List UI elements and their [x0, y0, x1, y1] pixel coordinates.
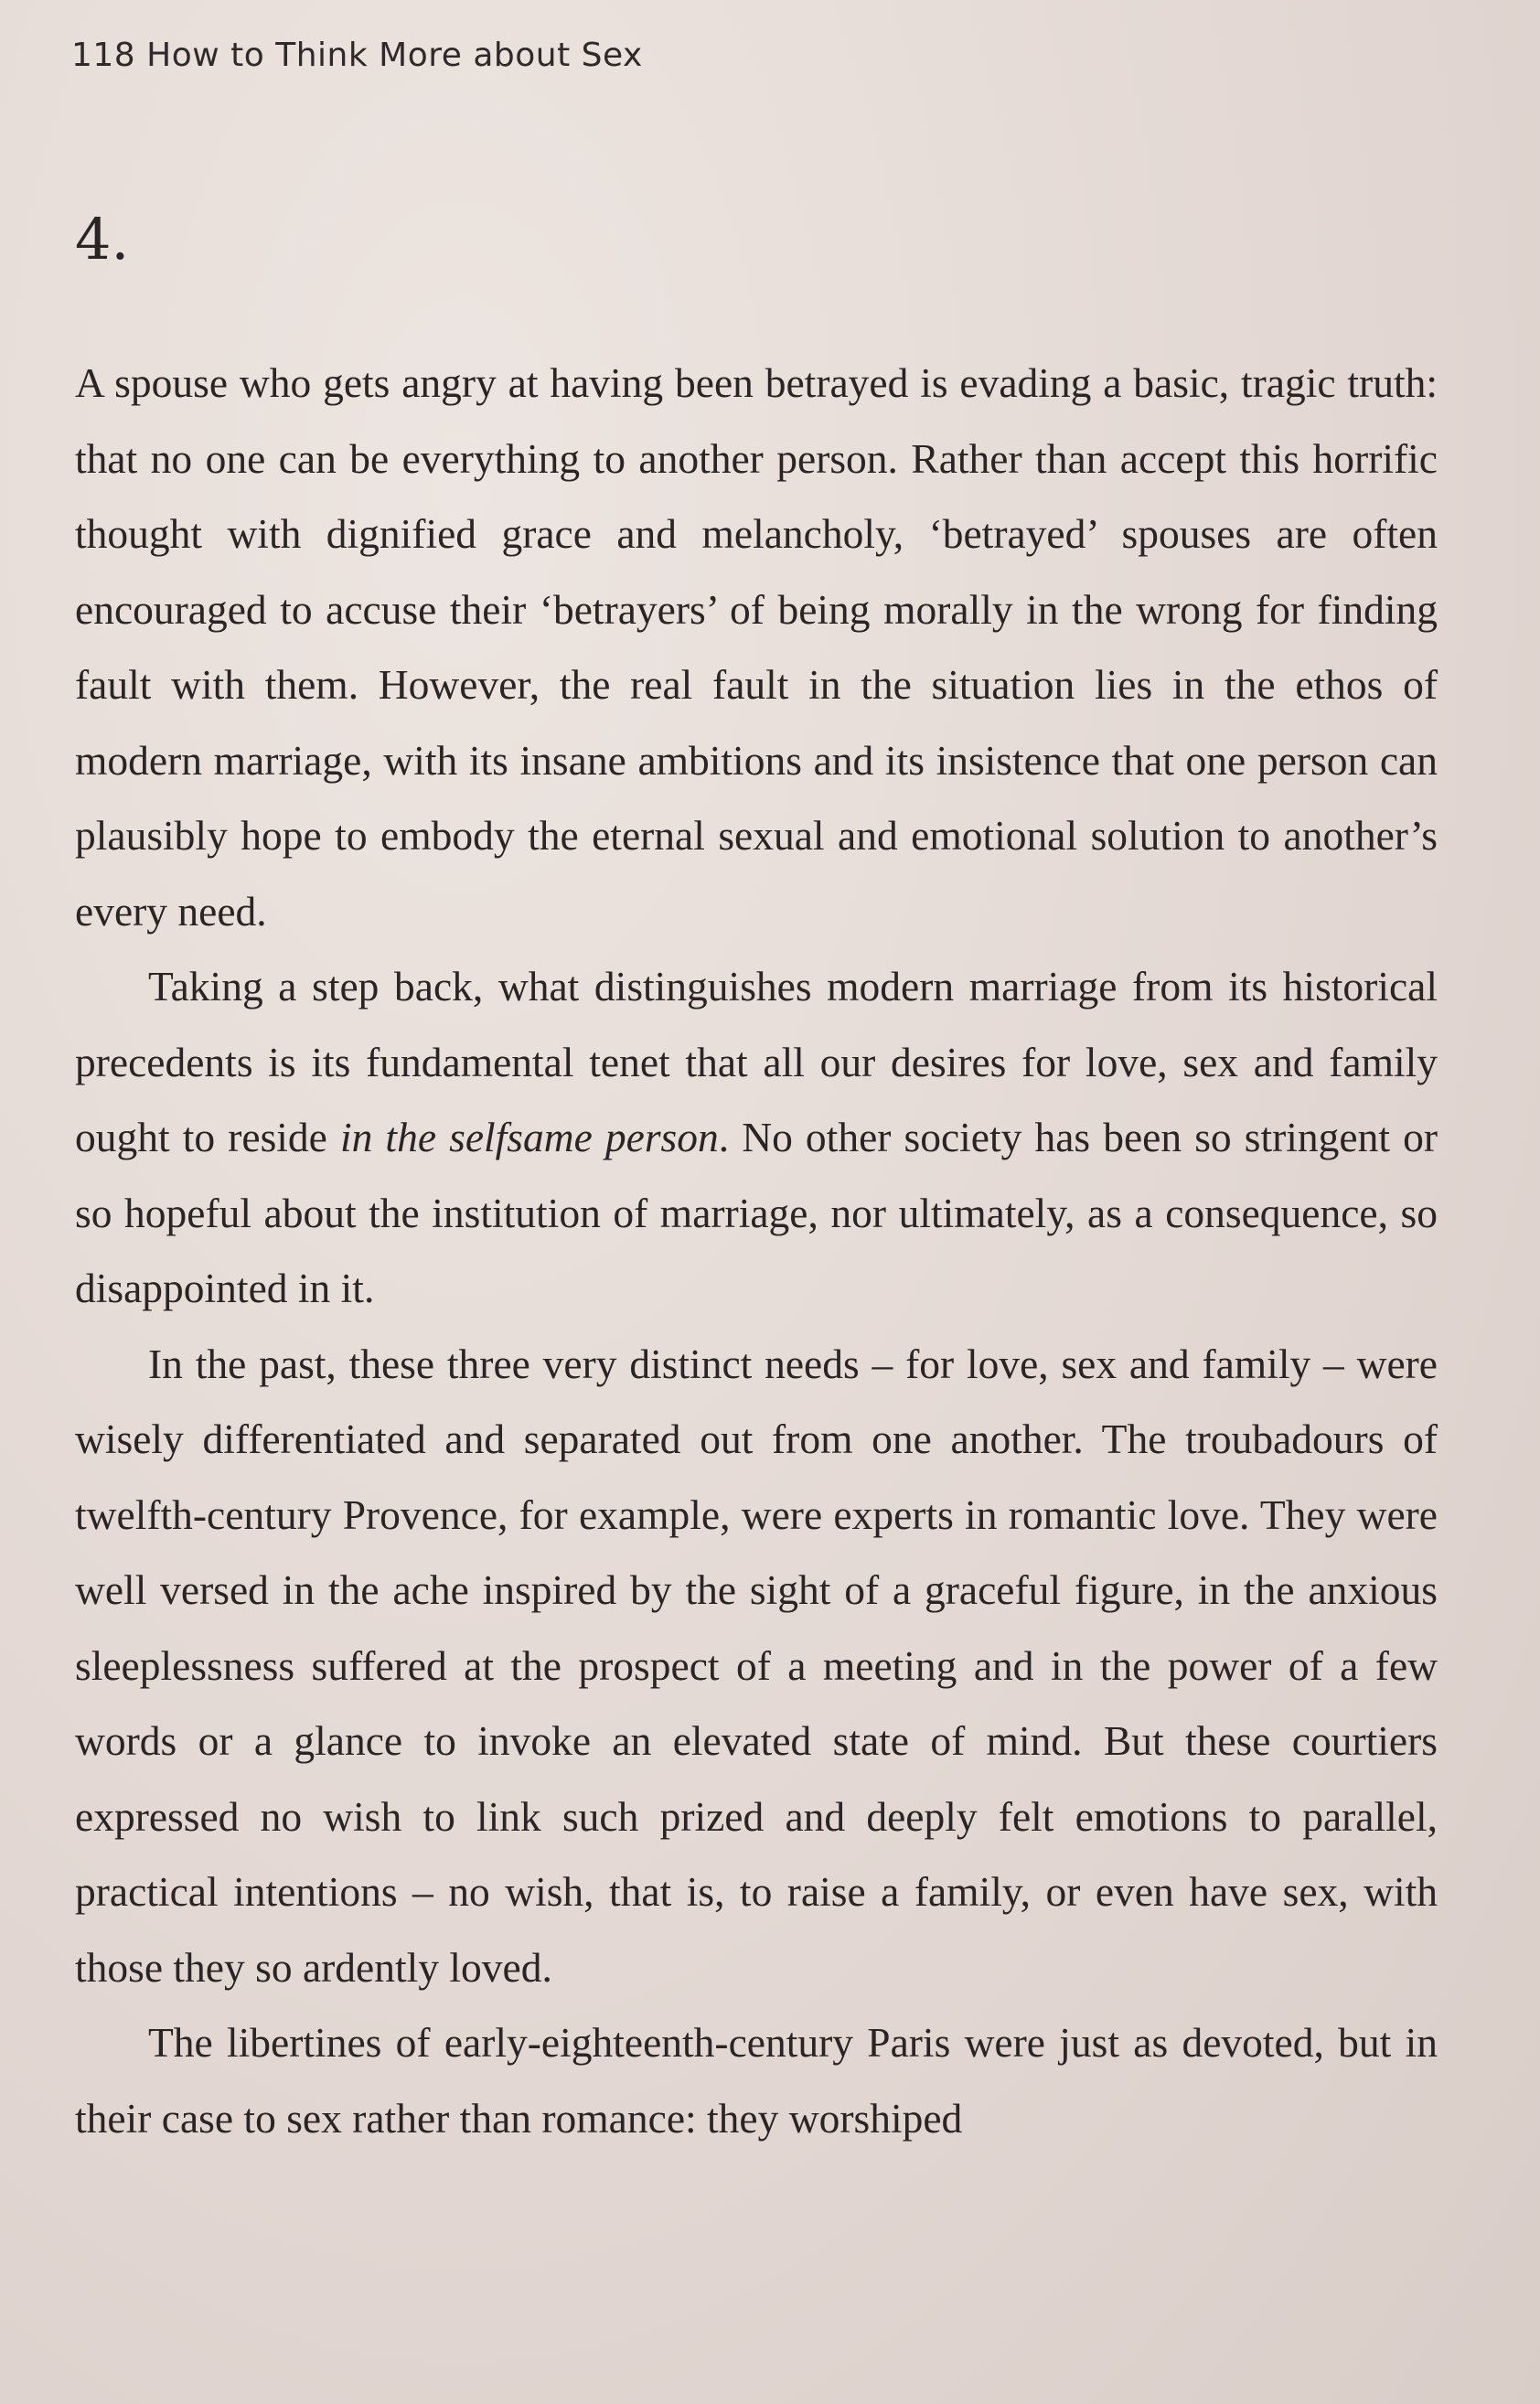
paragraph-1: A spouse who gets angry at having been betrayed is evading a basic, tragic truth: that no one can be everything to another person. Rather than accept this horrific thought with dignified grace and melancholy, ‘betrayed’ spouses are often encouraged to accuse their ‘betrayers’ of being morally in the wrong for finding fault with them. However, the real fault in the situation lies in the ethos of modern marriage, with its insane ambitions and its insistence that one person can plausibly hope to embody the eternal sexual and emotional solution to another’s every need.	[75, 359, 1438, 935]
paragraph-2-start: Taking a step back, what distinguishes modern marriage from its historical precedents is its fundamental tenet that all our desires for love, sex and family ought to reside	[75, 963, 1438, 1160]
paragraph-3: In the past, these three very distinct needs – for love, sex and family – were wisely differentiated and separated out from one another. The troubadours of twelfth-century Provence, for example, were experts in romantic love. They were well versed in the ache inspired by the sight of a graceful figure, in the anxious sleeplessness suffered at the prospect of a meeting and in the power of a few words or a glance to invoke an elevated state of mind. But these courtiers expressed no wish to link such prized and deeply felt emotions to parallel, practical intentions – no wish, that is, to raise a family, or even have sex, with those they so ardently loved.	[75, 1340, 1438, 1991]
paragraph-2-italic-phrase: in the selfsame person	[339, 1114, 719, 1160]
paragraph-4: The libertines of early-eighteenth-century Paris were just as devoted, but in their case to sex rather than romance: they worshiped	[75, 2019, 1438, 2142]
paragraph-2-end: . No other society has been so stringent or so hopeful about the institution of marriage, nor ultimately, as a consequence, so disappointed in it.	[75, 1114, 1438, 1311]
body-text	[75, 346, 1438, 2156]
section-number: 4.	[75, 206, 130, 272]
running-head: 118 How to Think More about Sex	[71, 37, 643, 74]
paragraph-2	[75, 949, 1438, 1327]
